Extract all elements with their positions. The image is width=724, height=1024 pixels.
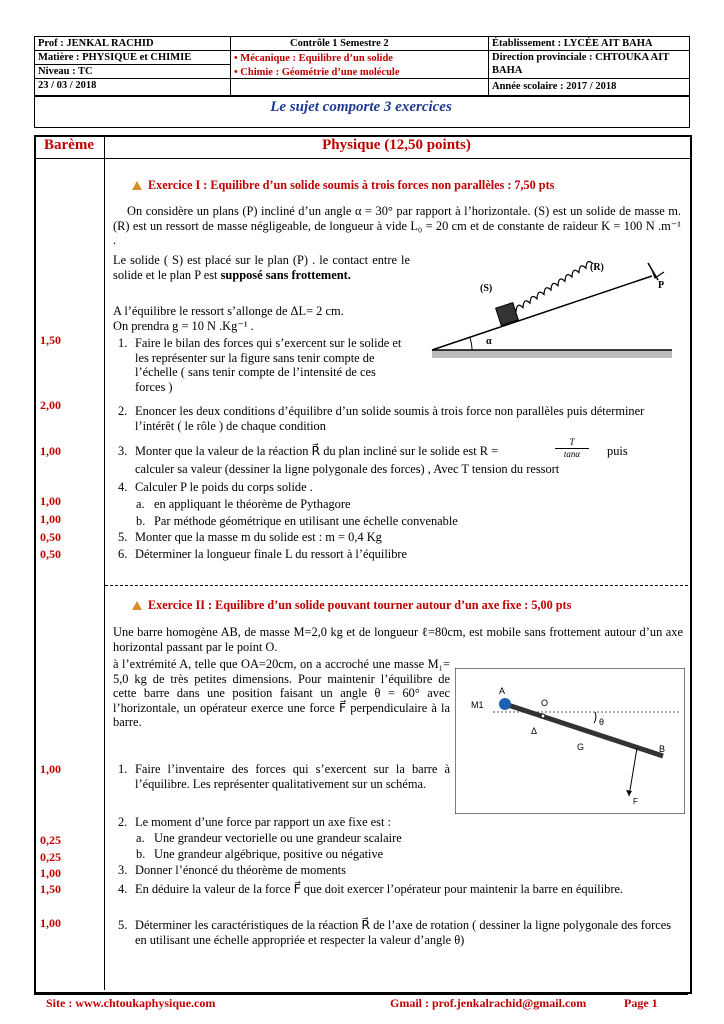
bareme-ex2-q1: 1,00 [40, 762, 61, 776]
sujet-line: Le sujet comporte 3 exercices [270, 99, 452, 115]
ex1-title [132, 178, 554, 193]
ex1-contact-text: Le solide ( S) est placé sur le plan (P) . le contact entre le solide et le plan P est [113, 253, 410, 282]
bareme-title: Barème [44, 137, 94, 153]
ex2-q3: Donner l’énoncé du théorème de moments [135, 863, 346, 877]
ex2-q2a: Une grandeur vectorielle ou une grandeur scalaire [154, 831, 402, 845]
ex1-q5-num: 5. [118, 530, 128, 544]
footer-site[interactable]: Site : www.chtoukaphysique.com [46, 996, 216, 1010]
physique-title: Physique (12,50 points) [322, 137, 471, 153]
ex1-q4a: en appliquant le théorème de Pythagore [154, 497, 351, 511]
fig2-label-A: A [499, 686, 506, 696]
fig2-label-B: B [659, 744, 666, 754]
exam-date: 23 / 03 / 2018 [38, 80, 97, 91]
ex2-q5: Déterminer les caractéristiques de la réaction R⃗ de l’axe de rotation ( dessiner la ligne polygonale des forces en utilisant une échelle appropriée et respecter la valeur d’angle θ) [135, 918, 672, 947]
bullet-icon [132, 181, 142, 190]
ex1-q3-num: 3. [118, 444, 128, 458]
matiere: Matière : PHYSIQUE et CHIMIE [38, 52, 192, 63]
fig2-label-M1: M1 [471, 700, 484, 710]
fig2-label-F: F [633, 797, 638, 806]
ex1-q3 [135, 444, 498, 459]
ex2-title [132, 598, 571, 613]
incline-line [432, 276, 652, 350]
fig1-label-S: (S) [480, 283, 493, 294]
bareme-q3: 1,00 [40, 444, 61, 458]
fig2-label-G: G [577, 742, 585, 752]
ex2-intro: Une barre homogène AB, de masse M=2,0 kg et de longueur ℓ=80cm, est mobile sans frottement autour d’un axe horizontal passant par le point O. [113, 625, 683, 654]
fraction-den: tanα [555, 448, 589, 460]
ex2-q1-num: 1. [118, 762, 128, 776]
bareme-ex2-q3: 1,00 [40, 866, 61, 880]
controle-title: Contrôle 1 Semestre 2 [290, 38, 389, 49]
fraction [555, 437, 589, 460]
ex2-title-text: Exercice II : Equilibre d’un solide pouvant tourner autour d’un axe fixe : 5,00 pts [148, 598, 572, 612]
ex2-q2-num: 2. [118, 815, 128, 829]
bareme-ex2-q4: 1,50 [40, 882, 61, 896]
bareme-ex2-q2b: 0,25 [40, 850, 61, 864]
ex2-q2b-letter: b. [136, 847, 146, 861]
bareme-q5: 0,50 [40, 530, 61, 544]
ex1-q4: Calculer P le poids du corps solide . [135, 480, 313, 494]
bareme-ex2-q2a: 0,25 [40, 833, 61, 847]
ex1-q5: Monter que la masse m du solide est : m = 0,4 Kg [135, 530, 382, 544]
bullet-icon [132, 601, 142, 610]
footer-page: Page 1 [624, 996, 658, 1010]
ex1-q4b: Par méthode géométrique en utilisant une échelle convenable [154, 514, 458, 528]
ex2-q2b: Une grandeur algébrique, positive ou négative [154, 847, 384, 861]
bareme-q6: 0,50 [40, 547, 61, 561]
ex1-q3-text: Monter que la valeur de la réaction R⃗ du plan incliné sur le solide est R = [135, 444, 499, 458]
spring [508, 261, 600, 312]
ex1-q4a-letter: a. [136, 497, 145, 511]
ex1-q2-num: 2. [118, 404, 128, 418]
ex1-q4-num: 4. [118, 480, 128, 494]
footer-rule [34, 993, 688, 995]
ex1-q3-puis: puis [607, 444, 628, 458]
ex2-q1: Faire l’inventaire des forces qui s’exercent sur la barre à l’équilibre. Les représenter qualitativement sur un schéma. [135, 762, 450, 791]
ex2-q5-num: 5. [118, 918, 128, 932]
bareme-q4b: 1,00 [40, 512, 61, 526]
ex1-q1: Faire le bilan des forces qui s’exercent sur le solide et les représenter sur la figure sans tenir compte de l’échelle ( sans tenir compte de l’intensité de ces forces ) [135, 336, 402, 394]
chimie-topic: • Chimie : Géométrie d’une molécule [234, 67, 400, 78]
bareme-q1: 1,50 [40, 333, 61, 347]
ground-hatch [432, 350, 672, 358]
ex1-delta-l: A l’équilibre le ressort s’allonge de ΔL= 2 cm. [113, 304, 344, 318]
section-divider [105, 585, 688, 586]
mecanique-topic: • Mécanique : Equilibre d’un solide [234, 53, 393, 64]
niveau: Niveau : TC [38, 66, 93, 77]
ex2-q4: En déduire la valeur de la force F⃗ que doit exercer l’opérateur pour maintenir la barre en équilibre. [135, 882, 624, 896]
mass-M1 [499, 698, 511, 710]
inclined-plane-figure [420, 258, 682, 366]
etablissement: Établissement : LYCÉE AIT BAHA [492, 38, 653, 49]
ex1-q4b-letter: b. [136, 514, 146, 528]
fig1-label-P: P [658, 280, 665, 291]
fig2-label-O: O [541, 698, 549, 708]
ex1-q1-num: 1. [118, 336, 128, 350]
ex1-gravity: On prendra g = 10 N .Kg⁻¹ . [113, 319, 254, 333]
fig2-label-delta: Δ [531, 726, 538, 736]
ex2-setup: à l’extrémité A, telle que OA=20cm, on a accroché une masse M₁= 5,0 kg de très petites dimensions. Pour maintenir l’équilibre de cette barre dans une position faisant un angle θ = 60° avec l’horizontale, un opérateur exerce une force F⃗ perpendiculaire à la barre. [113, 657, 450, 729]
bareme-ex2-q5: 1,00 [40, 916, 61, 930]
annee-scolaire: Année scolaire : 2017 / 2018 [492, 81, 617, 92]
direction: Direction provinciale : CHTOUKA AIT BAHA [492, 52, 670, 76]
fraction-num: T [569, 437, 575, 447]
ex1-q6: Déterminer la longueur finale L du ressort à l’équilibre [135, 547, 408, 561]
ex2-q4-num: 4. [118, 882, 128, 896]
prof-name: Prof : JENKAL RACHID [38, 38, 154, 49]
fig1-label-alpha: α [486, 336, 492, 347]
fig2-label-theta: θ [599, 717, 605, 727]
bareme-q2: 2,00 [40, 398, 61, 412]
ex1-q2: Enoncer les deux conditions d’équilibre d’un solide soumis à trois force non parallèles puis déterminer l’intérêt ( le rôle ) de chaque condition [135, 404, 645, 433]
ex1-contact-bold: supposé sans frottement. [220, 267, 351, 282]
ex1-q3-cont: calculer sa valeur (dessiner la ligne polygonale des forces) , Avec T tension du ressort [135, 462, 560, 476]
ex2-q3-num: 3. [118, 863, 128, 877]
bareme-q4a: 1,00 [40, 494, 61, 508]
fig1-label-R: (R) [590, 262, 604, 273]
ex2-q2: Le moment d’une force par rapport un axe fixe est : [135, 815, 391, 829]
footer-gmail[interactable]: Gmail : prof.jenkalrachid@gmail.com [390, 996, 587, 1010]
ex1-title-text: Exercice I : Equilibre d’un solide soumis à trois forces non parallèles : 7,50 pts [148, 178, 555, 192]
bar-rotation-figure [455, 668, 685, 814]
ex1-contact [113, 253, 410, 282]
ex1-intro: On considère un plans (P) incliné d’un angle α = 30° par rapport à l’horizontale. (S) est un solide de masse m. (R) est un ressort de masse négligeable, de longueur à vide L₀ = 20 cm et de constante de raideur K = 100 N .m⁻¹ . [113, 204, 681, 247]
ex2-q2a-letter: a. [136, 831, 145, 845]
ex1-q6-num: 6. [118, 547, 128, 561]
